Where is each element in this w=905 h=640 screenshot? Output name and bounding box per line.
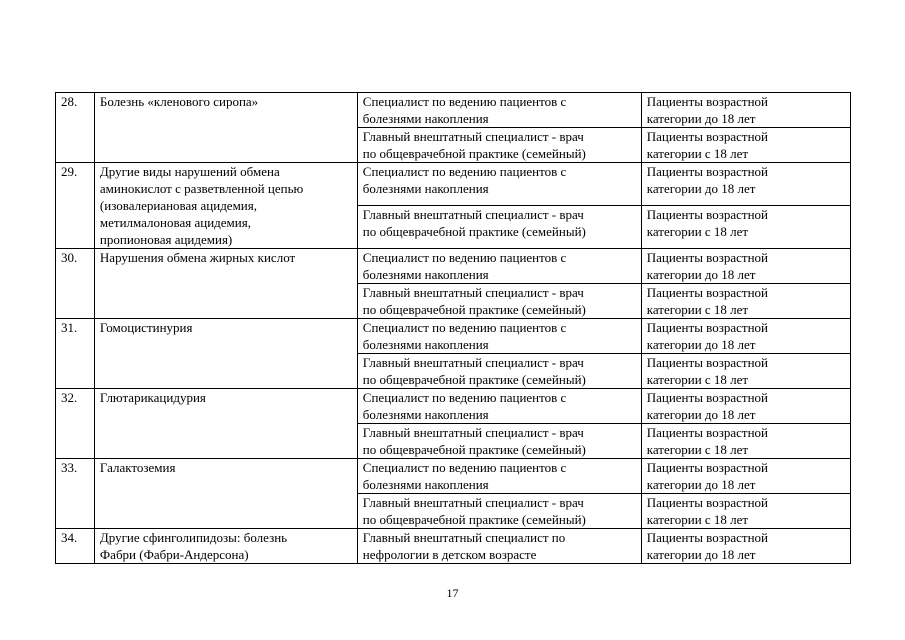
specialist-cell: Специалист по ведению пациентов с болезнями накопления — [357, 389, 641, 424]
disease-cell: Глютарикацидурия — [94, 389, 357, 459]
table-body — [56, 93, 851, 564]
specialist-cell: Специалист по ведению пациентов с болезнями накопления — [357, 249, 641, 284]
patients-cell: Пациенты возрастной категории до 18 лет — [641, 319, 850, 354]
specialist-cell: Специалист по ведению пациентов с болезнями накопления — [357, 319, 641, 354]
patients-cell: Пациенты возрастной категории с 18 лет — [641, 424, 850, 459]
specialist-cell: Главный внештатный специалист - врач по общеврачебной практике (семейный) — [357, 128, 641, 163]
disease-specialist-table — [55, 92, 851, 564]
row-number-cell: 34. — [56, 529, 95, 564]
page-number: 17 — [446, 586, 459, 600]
specialist-cell: Главный внештатный специалист - врач по общеврачебной практике (семейный) — [357, 284, 641, 319]
table-row — [56, 249, 851, 284]
specialist-cell: Главный внештатный специалист - врач по общеврачебной практике (семейный) — [357, 206, 641, 249]
patients-cell: Пациенты возрастной категории с 18 лет — [641, 128, 850, 163]
patients-cell: Пациенты возрастной категории до 18 лет — [641, 249, 850, 284]
table-row — [56, 319, 851, 354]
table-row — [56, 459, 851, 494]
row-number-cell: 33. — [56, 459, 95, 529]
row-number-cell: 31. — [56, 319, 95, 389]
table-row — [56, 389, 851, 424]
disease-cell: Нарушения обмена жирных кислот — [94, 249, 357, 319]
disease-cell: Болезнь «кленового сиропа» — [94, 93, 357, 163]
specialist-cell: Главный внештатный специалист - врач по общеврачебной практике (семейный) — [357, 424, 641, 459]
table-row — [56, 529, 851, 564]
patients-cell: Пациенты возрастной категории с 18 лет — [641, 354, 850, 389]
patients-cell: Пациенты возрастной категории до 18 лет — [641, 163, 850, 206]
row-number-cell: 30. — [56, 249, 95, 319]
patients-cell: Пациенты возрастной категории с 18 лет — [641, 494, 850, 529]
specialist-cell: Специалист по ведению пациентов с болезнями накопления — [357, 93, 641, 128]
row-number-cell: 32. — [56, 389, 95, 459]
table-row — [56, 163, 851, 206]
specialist-cell: Специалист по ведению пациентов с болезнями накопления — [357, 163, 641, 206]
patients-cell: Пациенты возрастной категории до 18 лет — [641, 93, 850, 128]
patients-cell: Пациенты возрастной категории с 18 лет — [641, 284, 850, 319]
disease-cell: Другие виды нарушений обмена аминокислот с разветвленной цепью (изовалериановая ацидемия, метилмалоновая ацидемия, пропионовая ацидемия) — [94, 163, 357, 249]
disease-cell: Другие сфинголипидозы: болезнь Фабри (Фабри-Андерсона) — [94, 529, 357, 564]
specialist-cell: Специалист по ведению пациентов с болезнями накопления — [357, 459, 641, 494]
row-number-cell: 28. — [56, 93, 95, 163]
patients-cell: Пациенты возрастной категории до 18 лет — [641, 529, 850, 564]
patients-cell: Пациенты возрастной категории до 18 лет — [641, 459, 850, 494]
specialist-cell: Главный внештатный специалист - врач по общеврачебной практике (семейный) — [357, 354, 641, 389]
disease-cell: Галактоземия — [94, 459, 357, 529]
specialist-cell: Главный внештатный специалист - врач по общеврачебной практике (семейный) — [357, 494, 641, 529]
disease-cell: Гомоцистинурия — [94, 319, 357, 389]
row-number-cell: 29. — [56, 163, 95, 249]
patients-cell: Пациенты возрастной категории до 18 лет — [641, 389, 850, 424]
table-row — [56, 93, 851, 128]
patients-cell: Пациенты возрастной категории с 18 лет — [641, 206, 850, 249]
specialist-cell: Главный внештатный специалист по нефрологии в детском возрасте — [357, 529, 641, 564]
